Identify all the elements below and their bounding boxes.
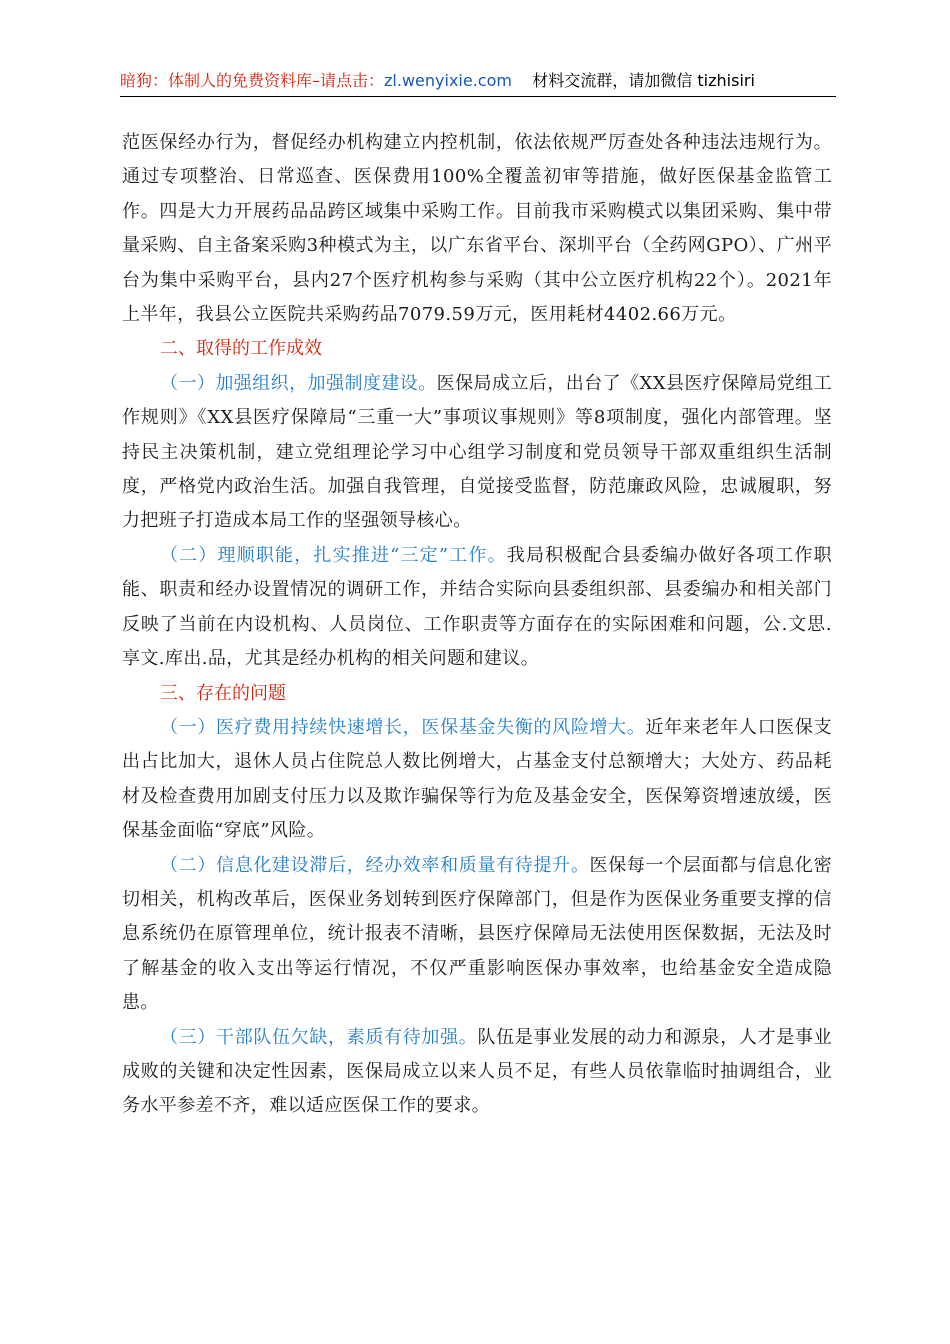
paragraph-organization-body: 医保局成立后，出台了《XX县医疗保障局党组工作规则》《XX县医疗保障局“三重一大”事项议事规则》等8项制度，强化内部管理。坚持民主决策机制，建立党组理论学习中心组学习制度和党员领导干部双重组织生活制度，严格党内政治生活。加强自我管理，自觉接受监督，防范廉政风险，忠诚履职，努力把班子打造成本局工作的坚强领导核心。 — [122, 372, 832, 532]
paragraph-informatization-body: 医保每一个层面都与信息化密切相关，机构改革后，医保业务划转到医疗保障部门，但是作为医保业务重要支撑的信息系统仍在原管理单位，统计报表不清晰，县医疗保障局无法使用医保数据，无法及时了解基金的收入支出等运行情况，不仅严重影响医保办事效率，也给基金安全造成隐患。 — [122, 854, 833, 1014]
section-heading-problems: 三、存在的问题 — [160, 682, 286, 704]
paragraph-staffing-body: 队伍是事业发展的动力和源泉，人才是事业成败的关键和决定性因素，医保局成立以来人员不足，有些人员依靠临时抽调组合，业务水平参差不齐，难以适应医保工作的要求。 — [122, 1026, 832, 1117]
header-click-prompt: –请点击： — [312, 71, 385, 90]
subheading-functions: （二）理顺职能，扎实推进“三定”工作。 — [160, 544, 507, 566]
paragraph-informatization — [122, 849, 832, 1021]
paragraph-functions-body: 我局积极配合县委编办做好各项工作职能、职责和经办设置情况的调研工作，并结合实际向县委组织部、县委编办和相关部门反映了当前在内设机构、人员岗位、工作职责等方面存在的实际困难和问题，公.文思.享文.库出.品，尤其是经办机构的相关问题和建议。 — [122, 544, 832, 670]
header-wechat-note: 材料交流群，请加微信 tizhisiri — [532, 71, 755, 90]
subheading-organization: （一）加强组织，加强制度建设。 — [160, 372, 437, 394]
paragraph-organization — [122, 367, 832, 539]
page-header — [120, 66, 836, 97]
subheading-medical-costs: （一）医疗费用持续快速增长，医保基金失衡的风险增大。 — [160, 716, 646, 738]
paragraph-staffing — [122, 1021, 832, 1124]
paragraph-medical-costs-body: 近年来老年人口医保支出占比加大，退休人员占住院总人数比例增大，占基金支付总额增大；大处方、药品耗材及检查费用加剧支付压力以及欺诈骗保等行为危及基金安全，医保筹资增速放缓，医保基金面临“穿底”风险。 — [122, 716, 832, 842]
header-site-name: 暗狗：体制人的免费资料库 — [120, 71, 313, 90]
document-body — [122, 126, 832, 1124]
subheading-informatization: （二）信息化建设滞后，经办效率和质量有待提升。 — [160, 854, 590, 876]
paragraph-functions — [122, 539, 832, 677]
paragraph-medical-costs — [122, 711, 832, 849]
subheading-staffing: （三）干部队伍欠缺，素质有待加强。 — [160, 1026, 478, 1048]
section-heading-achievements: 二、取得的工作成效 — [160, 338, 322, 360]
header-link[interactable]: zl.wenyixie.com — [384, 71, 512, 90]
paragraph-continued: 范医保经办行为，督促经办机构建立内控机制，依法依规严厉查处各种违法违规行为。通过专项整治、日常巡查、医保费用100%全覆盖初审等措施，做好医保基金监管工作。四是大力开展药品品跨区域集中采购工作。目前我市采购模式以集团采购、集中带量采购、自主备案采购3种模式为主，以广东省平台、深圳平台（全药网GPO）、广州平台为集中采购平台，县内27个医疗机构参与采购（其中公立医疗机构22个）。2021年上半年，我县公立医院共采购药品7079.59万元，医用耗材4402.66万元。 — [122, 132, 832, 326]
